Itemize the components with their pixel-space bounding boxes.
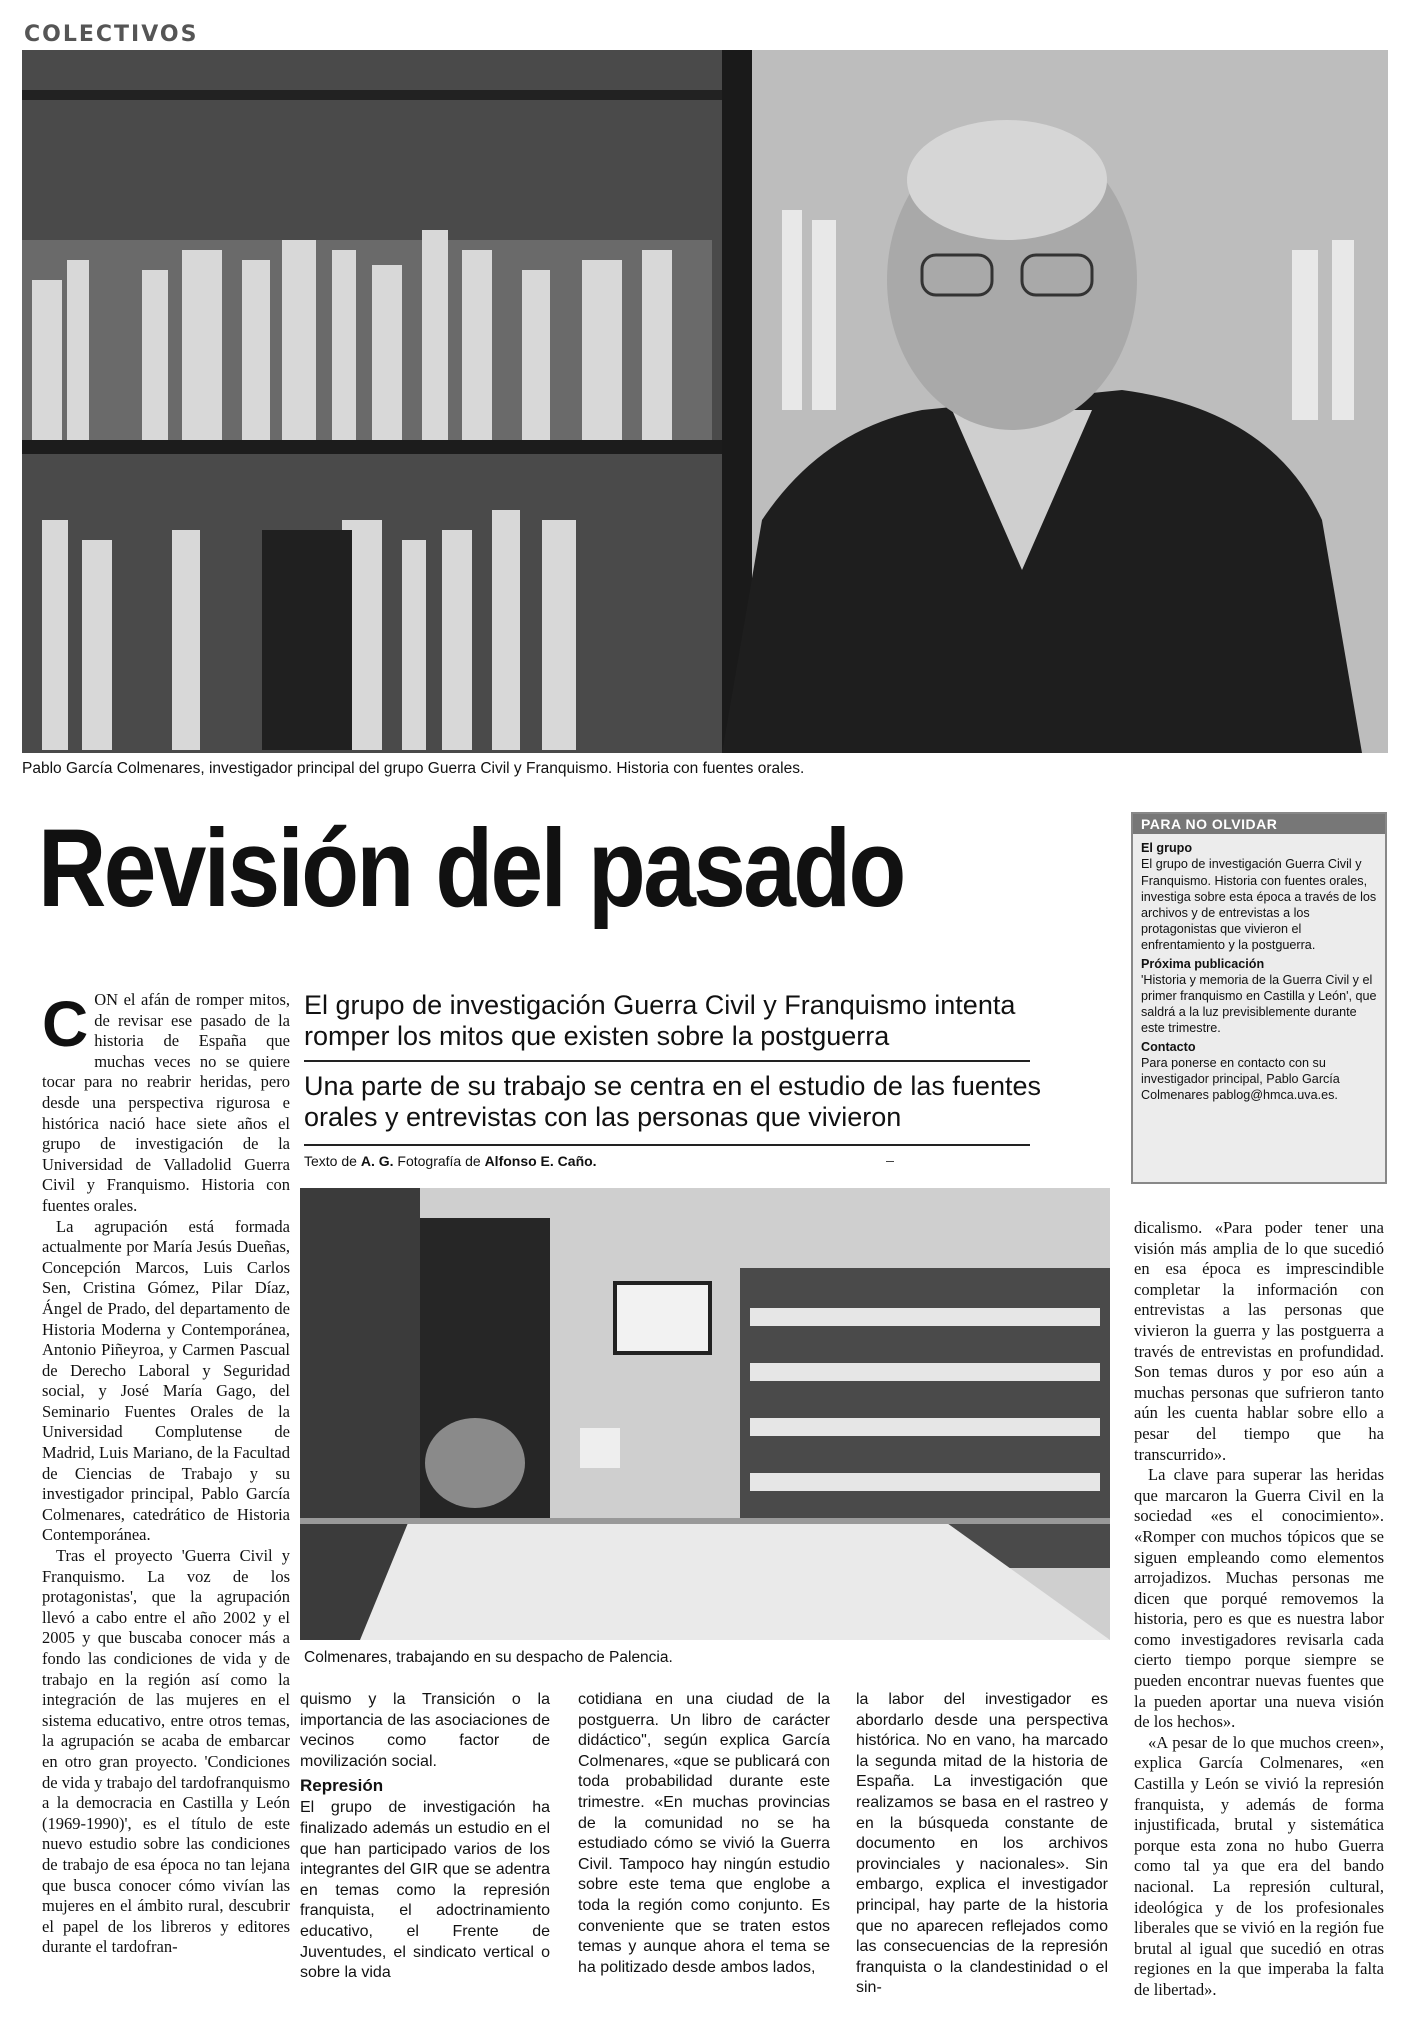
subhead-2: Una parte de su trabajo se centra en el estudio de las fuentes orales y entrevistas con las personas que vivieron [304, 1071, 1041, 1132]
section-subhead: Represión [300, 1776, 384, 1796]
office-photo-caption: Colmenares, trabajando en su despacho de Palencia. [304, 1649, 673, 1666]
article-paragraph: quismo y la Transición o la importancia de las asociaciones de vecinos como factor de movilización social. [300, 1691, 550, 1770]
subhead-divider [304, 1060, 1030, 1062]
article-column-4 [856, 1690, 1108, 1999]
drop-cap: C [42, 988, 89, 1060]
sidebar-text-group: El grupo de investigación Guerra Civil y Franquismo. Historia con fuentes orales, investiga sobre esta época a través de los archivos y de entrevistas a los protagonistas que vivieron el enfrentamiento y la postguerra. [1141, 857, 1377, 953]
article-paragraph: La agrupación está formada actualmente por María Jesús Dueñas, Concepción Marcos, Luis Carlos Sen, Cristina Gómez, Pilar Díaz, Ángel de Prado, del departamento de Historia Moderna y Contemporánea, Antonio Piñeyroa, y Carmen Pascual de Derecho Laboral y Seguridad social, y José María Gago, del Seminario Fuentes Orales de la Universidad Complutense de Madrid, Luis Mariano, de la Facultad de Ciencias de Trabajo y su investigador principal, Pablo García Colmenares, catedrático de Historia Contemporánea. [42, 1216, 290, 1545]
article-column-2 [300, 1690, 550, 1984]
section-label: COLECTIVOS [24, 22, 199, 47]
sidebar-title-publication: Próxima publicación [1141, 956, 1265, 971]
sidebar-title-contact: Contacto [1141, 1039, 1196, 1054]
top-photo [22, 50, 1388, 753]
sidebar-header: PARA NO OLVIDAR [1133, 814, 1385, 834]
sidebar-title-group: El grupo [1141, 841, 1193, 856]
article-paragraph: La clave para superar las heridas que marcaron la Guerra Civil en la sociedad «es el conocimiento». «Romper con muchos tópicos que se siguen empleando como elementos arrojadizos. Muchas personas me dicen que porqué removemos la historia, pero es que es nuestra labor como investigadores revisarla cada cierto tiempo porque siempre se pueden encontrar nuevas fuentes que la pueden aportar una nueva visión de los hechos». [1134, 1465, 1384, 1732]
article-column-1 [42, 990, 290, 1958]
subhead-divider [304, 1144, 1030, 1146]
sidebar-text-contact: Para ponerse en contacto con su investigador principal, Pablo García Colmenares pablog@hmca.uva.es. [1141, 1055, 1340, 1103]
article-column-3 [578, 1690, 830, 1978]
article-column-5 [1134, 1218, 1384, 2001]
sidebar-text-publication: 'Historia y memoria de la Guerra Civil y el primer franquismo en Castilla y León', que saldrá a la luz previsiblemente durante este trimestre. [1141, 972, 1377, 1036]
article-paragraph: «A pesar de lo que muchos creen», explica García Colmenares, «en Castilla y León se vivió la represión franquista, y además de forma injustificada, brutal y sistemática porque esta zona no hubo Guerra como tal ya que era del bando nacional. La represión cultural, ideológica y de los profesionales liberales que se vivió en la región fue brutal al igual que sucedió en otras regiones en la que imperaba la falta de libertad». [1134, 1732, 1384, 1999]
article-paragraph: Tras el proyecto 'Guerra Civil y Franquismo. La voz de los protagonistas', que la agrupación llevó a cabo entre el año 2002 y el 2005 y que buscaba conocer más a fondo las condiciones de vida y de trabajo en la región así como la integración de las mujeres en el sistema educativo, entre otros temas, la agrupación se acaba de embarcar en otro gran proyecto. 'Condiciones de vida y trabajo del tardofranquismo a la democracia en Castilla y León (1969-1990)', es el título de este nuevo estudio sobre las condiciones de trabajo de esa época no tan lejana que busca conocer cómo vivían las mujeres en el ámbito rural, descubrir el papel de los libreros y editores durante el tardofran- [42, 1546, 290, 1957]
stray-mark [886, 1161, 894, 1162]
article-paragraph: la labor del investigador es abordarlo desde una perspectiva histórica. No en vano, ha marcado la segunda mitad de la historia de España. La investigación que realizamos se basa en el rastreo y en la búsqueda constante de documento en los archivos provinciales y nacionales». Sin embargo, explica el investigador principal, hay parte de la historia que no aparecen reflejados como las consecuencias de la represión franquista o la clandestinidad o el sin- [856, 1691, 1108, 1997]
article-paragraph: cotidiana en una ciudad de la postguerra. Un libro de carácter didáctico", según explica García Colmenares, «que se publicará con toda probabilidad durante este trimestre. «En muchas provincias de la comunidad no se ha estudiado cómo se vivió la Guerra Civil. Tampoco hay ningún estudio sobre este tema que englobe a toda la región como conjunto. Es conveniente que se traten estos temas y aunque ahora el tema se ha politizado desde ambos lados, [578, 1691, 830, 1976]
office-photo [300, 1188, 1110, 1640]
article-paragraph: dicalismo. «Para poder tener una visión más amplia de lo que sucedió en esa época es imprescindible completar la información con entrevistas a las personas que vivieron la guerra y las postguerra a través de entrevistas en profundidad. Son temas duros y por eso aún a muchas personas que sufrieron tanto aún les cuenta hablar sobre ello a pesar del tiempo que ha transcurrido». [1134, 1218, 1384, 1464]
headline: Revisión del pasado [38, 807, 904, 930]
top-photo-caption: Pablo García Colmenares, investigador principal del grupo Guerra Civil y Franquismo. Historia con fuentes orales. [22, 760, 805, 777]
article-paragraph: El grupo de investigación ha finalizado además un estudio en el que han participado varios de los integrantes del GIR que se adentra en temas como la represión franquista, el adoctrinamiento educativo, el Frente de Juventudes, el sindicato vertical o sobre la vida [300, 1799, 550, 1982]
sidebar-box [1131, 812, 1387, 1184]
subhead-1: El grupo de investigación Guerra Civil y Franquismo intenta romper los mitos que existen sobre la postguerra [304, 990, 1016, 1051]
article-paragraph: CON el afán de romper mitos, de revisar ese pasado de la historia de España que muchas veces no se quiere tocar para no reabrir heridas, pero desde una perspectiva rigurosa e histórica nació hace siete años el grupo de investigación de la Universidad de Valladolid Guerra Civil y Franquismo. Historia con fuentes orales. [42, 988, 290, 1215]
byline: Texto de A. G. Fotografía de Alfonso E. Caño. [304, 1153, 597, 1169]
